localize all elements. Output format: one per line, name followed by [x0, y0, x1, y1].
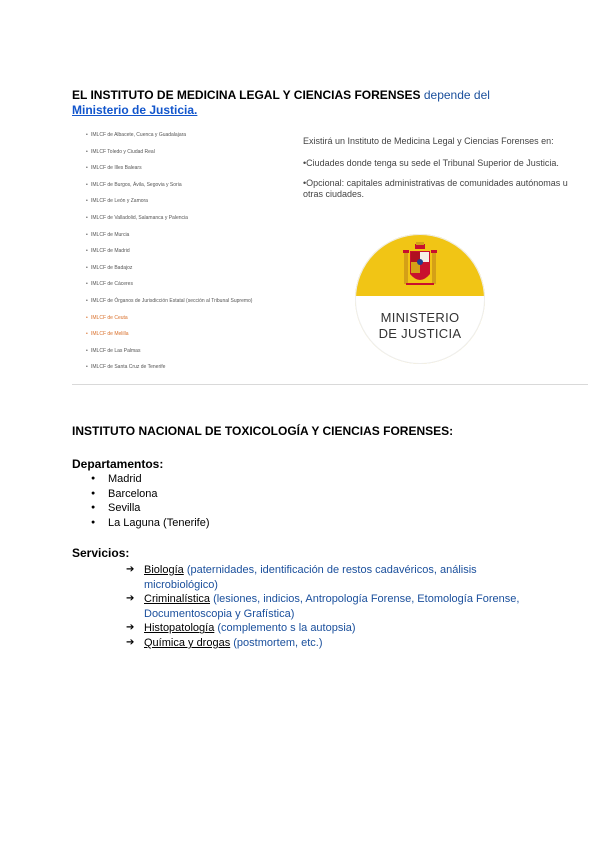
iml-list-item: • IMLCF de Melilla — [86, 331, 258, 337]
service-name: Biología — [144, 564, 184, 576]
departments-list — [91, 472, 210, 530]
iml-list-item: • IMLCF de Murcia — [86, 232, 258, 238]
iml-list-item: • IMLCF de Madrid — [86, 248, 258, 254]
department-item: ● La Laguna (Tenerife) — [91, 516, 210, 531]
iml-list-item: • IMLCF Toledo y Ciudad Real — [86, 149, 258, 155]
embed-intro: Existirá un Instituto de Medicina Legal y Ciencias Forenses en: — [303, 136, 554, 146]
service-name: Histopatología — [144, 622, 215, 635]
departments-label: Departamentos: — [72, 457, 164, 471]
service-desc: (postmortem, etc.) — [233, 636, 323, 649]
iml-list-item: • IMLCF de León y Zamora — [86, 198, 258, 204]
section2-title: INSTITUTO NACIONAL DE TOXICOLOGÍA Y CIENCIAS FORENSES: — [72, 424, 454, 438]
department-item: ● Sevilla — [91, 501, 210, 516]
service-name: Química y drogas — [144, 636, 231, 649]
section1-title: EL INSTITUTO DE MEDICINA LEGAL Y CIENCIAS FORENSES — [72, 88, 421, 102]
department-item: ● Madrid — [91, 472, 210, 487]
service-item — [126, 592, 536, 621]
service-desc: (complemento s la autopsia) — [217, 622, 356, 635]
service-name: Criminalística — [144, 593, 211, 606]
service-desc: (paternidades, identificación de restos cadavéricos, análisis microbiológico) — [144, 564, 477, 591]
iml-list-item: • IMLCF de Órganos de Jurisdicción Estatal (sección al Tribunal Supremo) — [86, 298, 258, 304]
iml-list-item: • IMLCF de Ceuta — [86, 315, 258, 321]
iml-list-item: • IMLCF de Burgos, Ávila, Segovia y Soria — [86, 182, 258, 188]
iml-list-item: • IMLCF de Valladolid, Salamanca y Palencia — [86, 215, 258, 221]
coat-of-arms-icon — [403, 242, 437, 294]
iml-list — [86, 132, 258, 381]
department-item: ● Barcelona — [91, 487, 210, 502]
iml-list-item: • IMLCF de Cáceres — [86, 281, 258, 287]
embed-item: •Opcional: capitales administrativas de comunidades autónomas u otras ciudades. — [303, 178, 568, 199]
service-item — [126, 636, 536, 651]
section1-heading — [72, 88, 542, 118]
section1-title-suffix: depende del — [423, 88, 490, 102]
services-label: Servicios: — [72, 546, 130, 560]
iml-list-item: • IMLCF de Albacete, Cuenca y Guadalajara — [86, 132, 258, 138]
iml-list-item: • IMLCF de Badajoz — [86, 265, 258, 271]
services-list — [126, 563, 536, 651]
iml-list-item: • IMLCF de Illes Balears — [86, 165, 258, 171]
embed-item: •Ciudades donde tenga su sede el Tribunal Superior de Justicia. — [303, 158, 559, 168]
iml-list-item: • IMLCF de Santa Cruz de Tenerife — [86, 364, 258, 370]
service-item — [126, 621, 536, 636]
logo-title: MINISTERIO DE JUSTICIA — [378, 310, 462, 341]
ministerio-logo — [355, 234, 485, 364]
ministerio-justicia-link[interactable]: Ministerio de Justicia. — [72, 103, 198, 117]
embed-text — [303, 136, 585, 209]
iml-list-item: • IMLCF de Las Palmas — [86, 348, 258, 354]
service-item — [126, 563, 536, 592]
embedded-image — [72, 124, 588, 385]
service-desc: (lesiones, indicios, Antropología Forense, Etomología Forense, Documentoscopia y Grafística) — [144, 593, 520, 620]
